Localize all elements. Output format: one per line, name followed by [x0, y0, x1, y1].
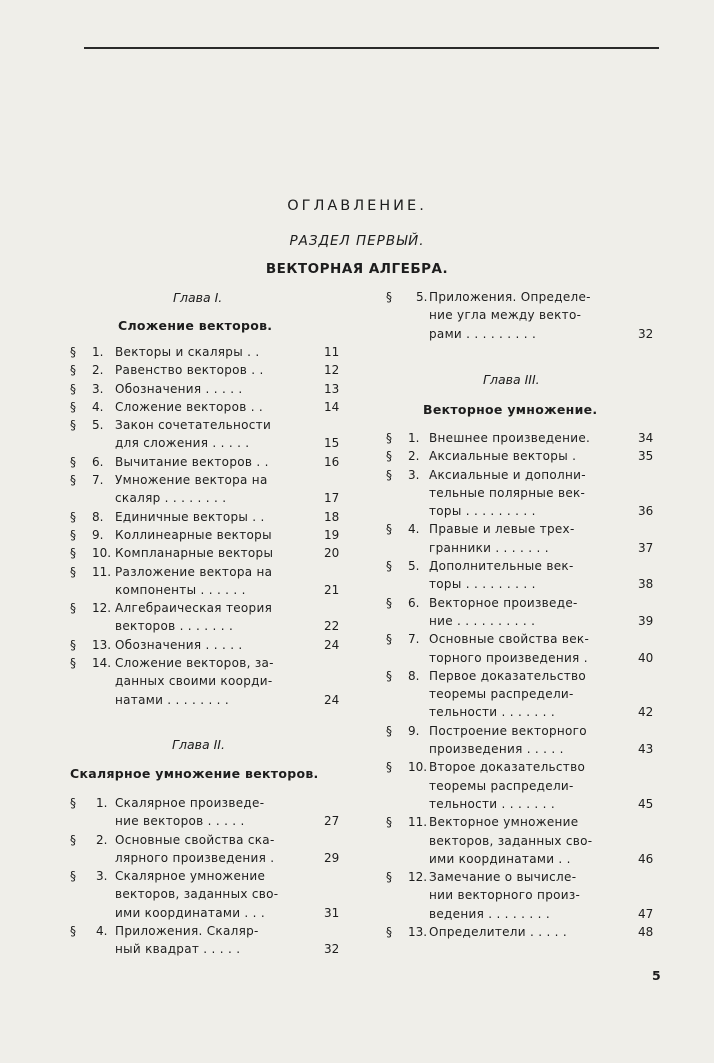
toc-entry-number: 6.: [92, 454, 104, 469]
toc-entry: [70, 563, 340, 600]
toc-entry-page: 43: [638, 742, 654, 757]
toc-entry-page: 15: [324, 436, 340, 451]
toc-entry-number: 1.: [96, 796, 108, 810]
toc-entry-title-line: Компланарные векторы: [115, 546, 274, 561]
toc-entry-title-line: Основные свойства ска-: [115, 832, 275, 847]
section-symbol: §: [386, 925, 392, 940]
toc-entry-page: 35: [638, 449, 654, 464]
toc-entry-number: 10.: [92, 546, 112, 561]
chapter-3-toc: [386, 429, 658, 941]
toc-entry-title-line: векторов, заданных сво-: [115, 887, 279, 902]
toc-entry-number: 3.: [96, 869, 108, 884]
toc-entry-title-line: компоненты . . . . . .: [115, 582, 246, 597]
chapter-2-name: Скалярное умножение векторов.: [70, 766, 319, 781]
toc-entry-title-line: рами . . . . . . . . .: [429, 326, 537, 341]
toc-entry: [386, 466, 658, 521]
section-symbol: §: [386, 668, 392, 683]
page-title: ОГЛАВЛЕНИЕ.: [287, 198, 427, 214]
toc-entry: [70, 508, 340, 526]
toc-entry: [386, 288, 658, 343]
toc-entry-page: 32: [324, 942, 340, 957]
toc-entry-title-line: теоремы распредели-: [429, 778, 574, 793]
toc-entry-page: 48: [638, 925, 654, 940]
part-heading: РАЗДЕЛ ПЕРВЫЙ.: [289, 233, 425, 249]
toc-entry-number: 1.: [92, 345, 104, 359]
toc-entry-title-line: теоремы распредели-: [429, 687, 574, 702]
toc-entry-title-line: Равенство векторов . .: [115, 363, 264, 378]
toc-entry: [70, 794, 340, 831]
toc-entry-page: 27: [324, 814, 340, 829]
toc-entry-title-line: ведения . . . . . . . .: [429, 906, 550, 921]
section-symbol: §: [70, 564, 76, 579]
section-symbol: §: [70, 454, 76, 469]
toc-entry: [70, 599, 340, 636]
toc-entry-title-line: Основные свойства век-: [429, 632, 590, 647]
section-symbol: §: [70, 546, 76, 561]
toc-entry-title-line: ный квадрат . . . . .: [115, 942, 241, 957]
toc-entry-page: 17: [324, 491, 340, 506]
toc-entry-title-line: Приложения. Определе-: [429, 290, 591, 304]
toc-entry: [70, 654, 340, 709]
toc-entry-page: 18: [324, 509, 340, 524]
toc-entry-page: 13: [324, 381, 340, 396]
toc-entry-number: 12.: [92, 601, 112, 616]
toc-entry-title-line: Приложения. Скаляр-: [115, 924, 259, 939]
toc-entry: [70, 544, 340, 562]
toc-entry: [70, 471, 340, 508]
toc-entry-title-line: торы . . . . . . . . .: [429, 504, 536, 519]
toc-entry: [70, 343, 340, 361]
toc-entry-title-line: Векторное умножение: [429, 815, 579, 830]
toc-entry-title-line: ние угла между векто-: [429, 308, 582, 323]
section-symbol: §: [386, 723, 392, 738]
toc-entry-number: 8.: [408, 668, 420, 683]
toc-entry: [386, 429, 658, 447]
section-symbol: §: [70, 363, 76, 378]
toc-entry-number: 3.: [408, 467, 420, 482]
chapter-2-continued-toc: [386, 288, 658, 343]
toc-entry-page: 16: [324, 454, 340, 469]
toc-entry-title-line: для сложения . . . . .: [115, 436, 250, 451]
section-symbol: §: [70, 527, 76, 542]
top-rule: [84, 47, 659, 49]
toc-entry-title-line: лярного произведения .: [115, 850, 275, 865]
toc-entry-title-line: векторов . . . . . . .: [115, 619, 234, 634]
section-symbol: §: [386, 467, 392, 482]
toc-entry-title-line: Обозначения . . . . .: [115, 637, 243, 652]
section-symbol: §: [70, 832, 76, 847]
toc-entry-title-line: Построение векторного: [429, 723, 587, 738]
toc-entry-title-line: Скалярное произведе-: [115, 796, 265, 810]
toc-entry-number: 2.: [408, 449, 420, 464]
chapter-3-label: Глава III.: [483, 372, 540, 387]
toc-entry-title-line: данных своими коорди-: [115, 674, 273, 689]
toc-entry-title-line: векторов, заданных сво-: [429, 833, 593, 848]
toc-entry-number: 5.: [408, 559, 420, 574]
section-symbol: §: [70, 345, 76, 359]
toc-entry: [386, 868, 658, 923]
section-symbol: §: [70, 399, 76, 414]
toc-entry-page: 14: [324, 399, 340, 414]
toc-entry-number: 4.: [96, 924, 108, 939]
section-symbol: §: [70, 924, 76, 939]
toc-entry-title-line: Закон сочетательности: [115, 418, 272, 433]
toc-entry-page: 29: [324, 850, 340, 865]
toc-entry-number: 4.: [408, 522, 420, 537]
toc-entry-number: 6.: [408, 595, 420, 610]
toc-entry: [386, 923, 658, 941]
toc-entry-title-line: Алгебраическая теория: [115, 601, 273, 616]
toc-entry-title-line: ими координатами . .: [429, 851, 571, 866]
toc-entry-title-line: Определители . . . . .: [429, 925, 568, 940]
toc-entry-number: 11.: [408, 815, 428, 830]
toc-entry-page: 24: [324, 692, 340, 707]
toc-entry-number: 14.: [92, 656, 112, 671]
toc-entry-title-line: Обозначения . . . . .: [115, 381, 243, 396]
toc-entry-number: 13.: [92, 637, 112, 652]
toc-entry-number: 3.: [92, 381, 104, 396]
toc-entry-number: 5.: [92, 418, 104, 433]
toc-entry-title-line: Умножение вектора на: [115, 473, 268, 488]
toc-entry: [70, 416, 340, 453]
chapter-1-label: Глава I.: [173, 290, 223, 305]
toc-entry-title-line: Аксиальные и дополни-: [429, 467, 586, 482]
toc-entry-number: 9.: [92, 527, 104, 542]
toc-entry: [70, 361, 340, 379]
toc-entry: [70, 453, 340, 471]
toc-entry-number: 13.: [408, 925, 428, 940]
section-symbol: §: [70, 796, 76, 810]
section-symbol: §: [70, 473, 76, 488]
toc-entry: [386, 520, 658, 557]
toc-entry-number: 5.: [416, 290, 428, 304]
toc-entry-title-line: Первое доказательство: [429, 668, 587, 683]
section-symbol: §: [386, 870, 392, 885]
toc-entry-number: 4.: [92, 399, 104, 414]
toc-entry: [70, 831, 340, 868]
chapter-1-name: Сложение векторов.: [118, 318, 273, 333]
toc-entry-page: 22: [324, 619, 340, 634]
chapter-1-toc: [70, 343, 340, 709]
section-symbol: §: [386, 431, 392, 445]
toc-entry-title-line: натами . . . . . . . .: [115, 692, 230, 707]
toc-entry-page: 45: [638, 796, 654, 811]
section-symbol: §: [70, 869, 76, 884]
section-symbol: §: [386, 559, 392, 574]
section-symbol: §: [386, 449, 392, 464]
toc-entry-number: 12.: [408, 870, 428, 885]
toc-entry: [386, 447, 658, 465]
section-heading: ВЕКТОРНАЯ АЛГЕБРА.: [265, 261, 449, 277]
section-symbol: §: [70, 656, 76, 671]
toc-entry-title-line: Внешнее произведение.: [429, 431, 591, 445]
toc-entry-title-line: Второе доказательство: [429, 760, 586, 775]
toc-entry: [70, 922, 340, 959]
toc-entry-page: 11: [324, 345, 340, 359]
toc-entry: [70, 380, 340, 398]
section-symbol: §: [386, 595, 392, 610]
toc-entry-title-line: Скалярное умножение: [115, 869, 266, 884]
toc-entry-page: 32: [638, 326, 654, 341]
section-symbol: §: [386, 290, 392, 304]
toc-entry-title-line: торного произведения .: [429, 650, 588, 665]
toc-entry: [386, 813, 658, 868]
section-symbol: §: [70, 509, 76, 524]
toc-entry-title-line: Разложение вектора на: [115, 564, 273, 579]
toc-entry-page: 24: [324, 637, 340, 652]
toc-entry-number: 2.: [92, 363, 104, 378]
toc-entry-number: 10.: [408, 760, 428, 775]
toc-entry-number: 2.: [96, 832, 108, 847]
toc-entry: [70, 526, 340, 544]
toc-entry: [70, 636, 340, 654]
toc-entry-page: 42: [638, 705, 654, 720]
toc-entry: [70, 398, 340, 416]
toc-entry: [70, 867, 340, 922]
toc-entry-title-line: нии векторного произ-: [429, 888, 581, 903]
toc-entry-title-line: Сложение векторов . .: [115, 399, 264, 414]
toc-entry-title-line: Единичные векторы . .: [115, 509, 265, 524]
toc-entry-title-line: Замечание о вычисле-: [429, 870, 577, 885]
toc-entry-title-line: тельности . . . . . . .: [429, 705, 555, 720]
toc-entry-page: 31: [324, 905, 340, 920]
toc-entry-title-line: Дополнительные век-: [429, 559, 574, 574]
toc-entry-number: 1.: [408, 431, 420, 445]
toc-entry-page: 21: [324, 582, 340, 597]
toc-entry-title-line: произведения . . . . .: [429, 742, 564, 757]
toc-entry-page: 46: [638, 851, 654, 866]
toc-entry-title-line: Векторы и скаляры . .: [115, 345, 260, 359]
toc-entry-page: 36: [638, 504, 654, 519]
toc-entry-title-line: тельности . . . . . . .: [429, 796, 555, 811]
toc-entry: [386, 630, 658, 667]
toc-entry-number: 7.: [408, 632, 420, 647]
toc-entry-page: 20: [324, 546, 340, 561]
toc-entry-page: 38: [638, 577, 654, 592]
toc-entry-page: 12: [324, 363, 340, 378]
toc-entry-page: 40: [638, 650, 654, 665]
toc-entry-number: 9.: [408, 723, 420, 738]
toc-entry-page: 19: [324, 527, 340, 542]
section-symbol: §: [386, 760, 392, 775]
toc-entry: [386, 557, 658, 594]
toc-entry-title-line: тельные полярные век-: [429, 485, 586, 500]
toc-entry-number: 11.: [92, 564, 112, 579]
toc-entry: [386, 667, 658, 722]
toc-entry-title-line: Сложение векторов, за-: [115, 656, 274, 671]
section-symbol: §: [70, 637, 76, 652]
toc-entry-title-line: скаляр . . . . . . . .: [115, 491, 227, 506]
toc-entry-title-line: ние . . . . . . . . . .: [429, 613, 536, 628]
section-symbol: §: [386, 522, 392, 537]
toc-entry-title-line: Вычитание векторов . .: [115, 454, 269, 469]
toc-entry-title-line: Правые и левые трех-: [429, 522, 575, 537]
toc-entry: [386, 758, 658, 813]
toc-entry-page: 37: [638, 540, 654, 555]
toc-entry-title-line: Векторное произведе-: [429, 595, 578, 610]
chapter-2-toc: [70, 794, 340, 959]
toc-entry-title-line: Аксиальные векторы .: [429, 449, 577, 464]
toc-entry-number: 7.: [92, 473, 104, 488]
toc-entry-page: 39: [638, 613, 654, 628]
toc-entry-title-line: Коллинеарные векторы: [115, 527, 272, 542]
toc-entry-title-line: торы . . . . . . . . .: [429, 577, 536, 592]
toc-entry-title-line: гранники . . . . . . .: [429, 540, 549, 555]
section-symbol: §: [70, 418, 76, 433]
section-symbol: §: [70, 381, 76, 396]
toc-entry: [386, 722, 658, 759]
chapter-2-label: Глава II.: [172, 737, 225, 752]
toc-entry: [386, 594, 658, 631]
section-symbol: §: [386, 815, 392, 830]
section-symbol: §: [386, 632, 392, 647]
section-symbol: §: [70, 601, 76, 616]
page-number: 5: [652, 968, 661, 983]
toc-entry-page: 47: [638, 906, 654, 921]
chapter-3-name: Векторное умножение.: [423, 402, 598, 417]
toc-entry-page: 34: [638, 431, 654, 445]
toc-entry-title-line: ние векторов . . . . .: [115, 814, 245, 829]
toc-entry-number: 8.: [92, 509, 104, 524]
toc-entry-title-line: ими координатами . . .: [115, 905, 265, 920]
